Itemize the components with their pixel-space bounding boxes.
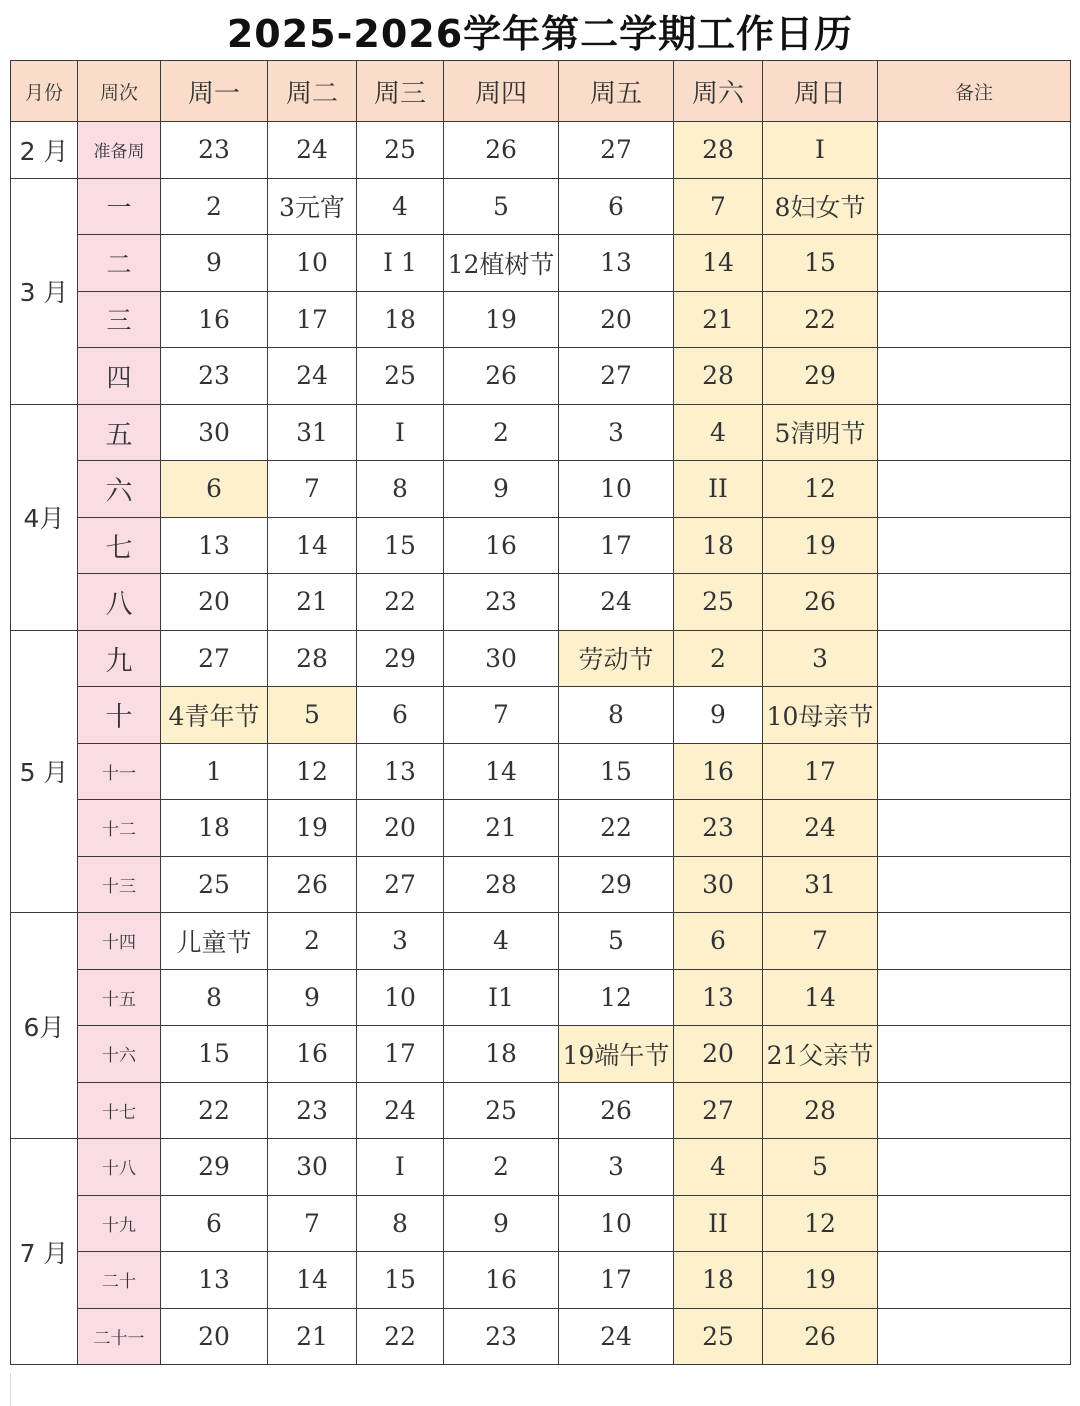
- day-cell-tue: 21: [268, 1308, 357, 1365]
- day-cell-wed: 25: [357, 122, 444, 179]
- day-cell-sat: 18: [674, 1252, 763, 1309]
- day-cell-mon: 30: [161, 404, 268, 461]
- day-cell-tue: 19: [268, 800, 357, 857]
- notes-cell[interactable]: [878, 461, 1071, 518]
- notes-cell[interactable]: [878, 1026, 1071, 1083]
- notes-cell[interactable]: [878, 235, 1071, 292]
- day-cell-fri: 17: [559, 1252, 674, 1309]
- day-cell-sun: 31: [763, 856, 878, 913]
- day-cell-sun: 12: [763, 461, 878, 518]
- day-cell-sun: 10母亲节: [763, 687, 878, 744]
- day-cell-wed: 22: [357, 1308, 444, 1365]
- day-cell-mon: 6: [161, 1195, 268, 1252]
- week-row: [11, 235, 1071, 292]
- day-cell-sun: 19: [763, 517, 878, 574]
- day-cell-wed: 6: [357, 687, 444, 744]
- day-cell-wed: 29: [357, 630, 444, 687]
- day-cell-mon: 27: [161, 630, 268, 687]
- week-label: 八: [78, 574, 161, 631]
- day-cell-fri: 24: [559, 574, 674, 631]
- day-cell-thu: 21: [444, 800, 559, 857]
- notes-cell[interactable]: [878, 969, 1071, 1026]
- notes-cell[interactable]: [878, 743, 1071, 800]
- week-label: 三: [78, 291, 161, 348]
- notes-cell[interactable]: [878, 856, 1071, 913]
- day-cell-wed: 20: [357, 800, 444, 857]
- day-cell-sun: 8妇女节: [763, 178, 878, 235]
- day-cell-fri: 15: [559, 743, 674, 800]
- day-cell-tue: 31: [268, 404, 357, 461]
- day-cell-fri: 10: [559, 1195, 674, 1252]
- day-cell-mon: 25: [161, 856, 268, 913]
- day-cell-sun: 19: [763, 1252, 878, 1309]
- notes-cell[interactable]: [878, 291, 1071, 348]
- week-row: [11, 1026, 1071, 1083]
- month-label: 7 月: [11, 1139, 78, 1365]
- week-row: [11, 1195, 1071, 1252]
- day-cell-thu: 16: [444, 517, 559, 574]
- notes-cell[interactable]: [878, 1308, 1071, 1365]
- day-cell-thu: 19: [444, 291, 559, 348]
- calendar-table: [10, 60, 1071, 1365]
- week-label: 五: [78, 404, 161, 461]
- day-cell-thu: 16: [444, 1252, 559, 1309]
- week-label: 九: [78, 630, 161, 687]
- week-row: [11, 1082, 1071, 1139]
- day-cell-thu: 26: [444, 348, 559, 405]
- day-cell-mon: 20: [161, 1308, 268, 1365]
- month-label: 3 月: [11, 178, 78, 404]
- day-cell-wed: 8: [357, 461, 444, 518]
- header-week: 周次: [78, 61, 161, 122]
- day-cell-tue: 3元宵: [268, 178, 357, 235]
- week-row: [11, 404, 1071, 461]
- day-cell-mon: 16: [161, 291, 268, 348]
- day-cell-tue: 9: [268, 969, 357, 1026]
- day-cell-fri: 27: [559, 348, 674, 405]
- notes-cell[interactable]: [878, 1252, 1071, 1309]
- day-cell-wed: 25: [357, 348, 444, 405]
- week-row: [11, 517, 1071, 574]
- header-day-mon: 周一: [161, 61, 268, 122]
- week-row: [11, 630, 1071, 687]
- day-cell-tue: 28: [268, 630, 357, 687]
- day-cell-sat: 23: [674, 800, 763, 857]
- day-cell-tue: 16: [268, 1026, 357, 1083]
- day-cell-sun: 12: [763, 1195, 878, 1252]
- day-cell-fri: 26: [559, 1082, 674, 1139]
- day-cell-sun: 26: [763, 574, 878, 631]
- day-cell-sun: 7: [763, 913, 878, 970]
- day-cell-fri: 劳动节: [559, 630, 674, 687]
- week-row: [11, 122, 1071, 179]
- week-row: [11, 969, 1071, 1026]
- notes-cell[interactable]: [878, 630, 1071, 687]
- day-cell-tue: 26: [268, 856, 357, 913]
- day-cell-sun: 17: [763, 743, 878, 800]
- day-cell-wed: I: [357, 404, 444, 461]
- month-label: 2 月: [11, 122, 78, 179]
- day-cell-mon: 6: [161, 461, 268, 518]
- week-row: [11, 1139, 1071, 1196]
- day-cell-sat: 6: [674, 913, 763, 970]
- day-cell-fri: 8: [559, 687, 674, 744]
- header-day-sun: 周日: [763, 61, 878, 122]
- day-cell-fri: 10: [559, 461, 674, 518]
- day-cell-tue: 17: [268, 291, 357, 348]
- day-cell-wed: 15: [357, 517, 444, 574]
- week-row: [11, 291, 1071, 348]
- day-cell-mon: 22: [161, 1082, 268, 1139]
- week-label: 十八: [78, 1139, 161, 1196]
- day-cell-thu: 9: [444, 461, 559, 518]
- day-cell-fri: 13: [559, 235, 674, 292]
- day-cell-sat: 2: [674, 630, 763, 687]
- header-day-sat: 周六: [674, 61, 763, 122]
- day-cell-sun: 21父亲节: [763, 1026, 878, 1083]
- week-row: [11, 1308, 1071, 1365]
- day-cell-fri: 22: [559, 800, 674, 857]
- day-cell-fri: 3: [559, 1139, 674, 1196]
- day-cell-thu: 2: [444, 404, 559, 461]
- day-cell-thu: 7: [444, 687, 559, 744]
- day-cell-mon: 13: [161, 1252, 268, 1309]
- day-cell-thu: 14: [444, 743, 559, 800]
- week-label: 十二: [78, 800, 161, 857]
- day-cell-mon: 儿童节: [161, 913, 268, 970]
- day-cell-sat: 21: [674, 291, 763, 348]
- month-label: 4月: [11, 404, 78, 630]
- week-row: [11, 178, 1071, 235]
- day-cell-sun: 24: [763, 800, 878, 857]
- week-row: [11, 800, 1071, 857]
- day-cell-fri: 3: [559, 404, 674, 461]
- day-cell-thu: I1: [444, 969, 559, 1026]
- day-cell-fri: 29: [559, 856, 674, 913]
- day-cell-fri: 20: [559, 291, 674, 348]
- day-cell-mon: 18: [161, 800, 268, 857]
- week-row: [11, 913, 1071, 970]
- day-cell-wed: 3: [357, 913, 444, 970]
- week-label: 六: [78, 461, 161, 518]
- day-cell-sat: 4: [674, 404, 763, 461]
- month-label: 6月: [11, 913, 78, 1139]
- day-cell-sat: 4: [674, 1139, 763, 1196]
- week-label: 十一: [78, 743, 161, 800]
- day-cell-wed: 8: [357, 1195, 444, 1252]
- day-cell-thu: 4: [444, 913, 559, 970]
- day-cell-fri: 27: [559, 122, 674, 179]
- week-label: 二十: [78, 1252, 161, 1309]
- day-cell-thu: 26: [444, 122, 559, 179]
- header-day-fri: 周五: [559, 61, 674, 122]
- header-row: [11, 61, 1071, 122]
- day-cell-wed: 24: [357, 1082, 444, 1139]
- week-row: [11, 574, 1071, 631]
- week-label: 准备周: [78, 122, 161, 179]
- day-cell-sun: 15: [763, 235, 878, 292]
- day-cell-mon: 20: [161, 574, 268, 631]
- day-cell-sat: II: [674, 1195, 763, 1252]
- day-cell-thu: 23: [444, 1308, 559, 1365]
- week-row: [11, 856, 1071, 913]
- week-row: [11, 1252, 1071, 1309]
- notes-cell[interactable]: [878, 404, 1071, 461]
- day-cell-tue: 30: [268, 1139, 357, 1196]
- day-cell-sat: 25: [674, 574, 763, 631]
- day-cell-tue: 7: [268, 461, 357, 518]
- day-cell-wed: 18: [357, 291, 444, 348]
- day-cell-sat: 16: [674, 743, 763, 800]
- day-cell-fri: 12: [559, 969, 674, 1026]
- week-label: 十九: [78, 1195, 161, 1252]
- week-label: 四: [78, 348, 161, 405]
- day-cell-sat: 30: [674, 856, 763, 913]
- day-cell-sun: 29: [763, 348, 878, 405]
- day-cell-tue: 10: [268, 235, 357, 292]
- day-cell-thu: 30: [444, 630, 559, 687]
- day-cell-thu: 25: [444, 1082, 559, 1139]
- day-cell-thu: 5: [444, 178, 559, 235]
- day-cell-mon: 8: [161, 969, 268, 1026]
- day-cell-sun: I: [763, 122, 878, 179]
- day-cell-wed: 22: [357, 574, 444, 631]
- day-cell-tue: 7: [268, 1195, 357, 1252]
- day-cell-tue: 21: [268, 574, 357, 631]
- notes-cell[interactable]: [878, 913, 1071, 970]
- day-cell-sun: 26: [763, 1308, 878, 1365]
- day-cell-sat: II: [674, 461, 763, 518]
- day-cell-sat: 14: [674, 235, 763, 292]
- day-cell-sat: 13: [674, 969, 763, 1026]
- notes-cell[interactable]: [878, 574, 1071, 631]
- week-row: [11, 461, 1071, 518]
- day-cell-thu: 12植树节: [444, 235, 559, 292]
- day-cell-mon: 23: [161, 348, 268, 405]
- week-row: [11, 743, 1071, 800]
- day-cell-wed: 13: [357, 743, 444, 800]
- header-day-tue: 周二: [268, 61, 357, 122]
- calendar-body: [11, 122, 1071, 1365]
- week-row: [11, 348, 1071, 405]
- day-cell-sun: 14: [763, 969, 878, 1026]
- header-day-wed: 周三: [357, 61, 444, 122]
- day-cell-tue: 23: [268, 1082, 357, 1139]
- day-cell-tue: 2: [268, 913, 357, 970]
- header-notes: 备注: [878, 61, 1071, 122]
- page-title: 2025-2026学年第二学期工作日历: [226, 11, 854, 56]
- day-cell-sat: 9: [674, 687, 763, 744]
- week-label: 十: [78, 687, 161, 744]
- day-cell-mon: 15: [161, 1026, 268, 1083]
- day-cell-fri: 24: [559, 1308, 674, 1365]
- day-cell-thu: 18: [444, 1026, 559, 1083]
- bottom-strip: [10, 1373, 1071, 1406]
- week-label: 十七: [78, 1082, 161, 1139]
- day-cell-mon: 9: [161, 235, 268, 292]
- notes-cell[interactable]: [878, 687, 1071, 744]
- week-label: 十三: [78, 856, 161, 913]
- day-cell-wed: I 1: [357, 235, 444, 292]
- day-cell-fri: 17: [559, 517, 674, 574]
- day-cell-sun: 3: [763, 630, 878, 687]
- day-cell-tue: 14: [268, 1252, 357, 1309]
- day-cell-sat: 27: [674, 1082, 763, 1139]
- week-label: 一: [78, 178, 161, 235]
- day-cell-mon: 13: [161, 517, 268, 574]
- week-row: [11, 687, 1071, 744]
- day-cell-tue: 5: [268, 687, 357, 744]
- header-month: 月份: [11, 61, 78, 122]
- week-label: 二: [78, 235, 161, 292]
- day-cell-sat: 28: [674, 122, 763, 179]
- header-day-thu: 周四: [444, 61, 559, 122]
- day-cell-mon: 4青年节: [161, 687, 268, 744]
- day-cell-sat: 7: [674, 178, 763, 235]
- month-label: 5 月: [11, 630, 78, 913]
- notes-cell[interactable]: [878, 178, 1071, 235]
- notes-cell[interactable]: [878, 348, 1071, 405]
- day-cell-wed: 15: [357, 1252, 444, 1309]
- day-cell-thu: 2: [444, 1139, 559, 1196]
- day-cell-mon: 29: [161, 1139, 268, 1196]
- day-cell-tue: 12: [268, 743, 357, 800]
- day-cell-thu: 28: [444, 856, 559, 913]
- day-cell-fri: 5: [559, 913, 674, 970]
- day-cell-sat: 25: [674, 1308, 763, 1365]
- day-cell-sun: 5清明节: [763, 404, 878, 461]
- day-cell-tue: 14: [268, 517, 357, 574]
- week-label: 七: [78, 517, 161, 574]
- day-cell-sat: 18: [674, 517, 763, 574]
- notes-cell[interactable]: [878, 1082, 1071, 1139]
- day-cell-sun: 5: [763, 1139, 878, 1196]
- day-cell-tue: 24: [268, 122, 357, 179]
- notes-cell[interactable]: [878, 800, 1071, 857]
- notes-cell[interactable]: [878, 517, 1071, 574]
- day-cell-wed: 17: [357, 1026, 444, 1083]
- day-cell-tue: 24: [268, 348, 357, 405]
- day-cell-sat: 28: [674, 348, 763, 405]
- notes-cell[interactable]: [878, 1195, 1071, 1252]
- week-label: 十五: [78, 969, 161, 1026]
- day-cell-wed: 4: [357, 178, 444, 235]
- day-cell-wed: I: [357, 1139, 444, 1196]
- day-cell-thu: 9: [444, 1195, 559, 1252]
- week-label: 十四: [78, 913, 161, 970]
- day-cell-sun: 28: [763, 1082, 878, 1139]
- day-cell-fri: 6: [559, 178, 674, 235]
- day-cell-thu: 23: [444, 574, 559, 631]
- day-cell-wed: 10: [357, 969, 444, 1026]
- notes-cell[interactable]: [878, 1139, 1071, 1196]
- week-label: 二十一: [78, 1308, 161, 1365]
- notes-cell[interactable]: [878, 122, 1071, 179]
- day-cell-mon: 1: [161, 743, 268, 800]
- day-cell-mon: 23: [161, 122, 268, 179]
- day-cell-sat: 20: [674, 1026, 763, 1083]
- day-cell-wed: 27: [357, 856, 444, 913]
- day-cell-mon: 2: [161, 178, 268, 235]
- day-cell-sun: 22: [763, 291, 878, 348]
- week-label: 十六: [78, 1026, 161, 1083]
- day-cell-fri: 19端午节: [559, 1026, 674, 1083]
